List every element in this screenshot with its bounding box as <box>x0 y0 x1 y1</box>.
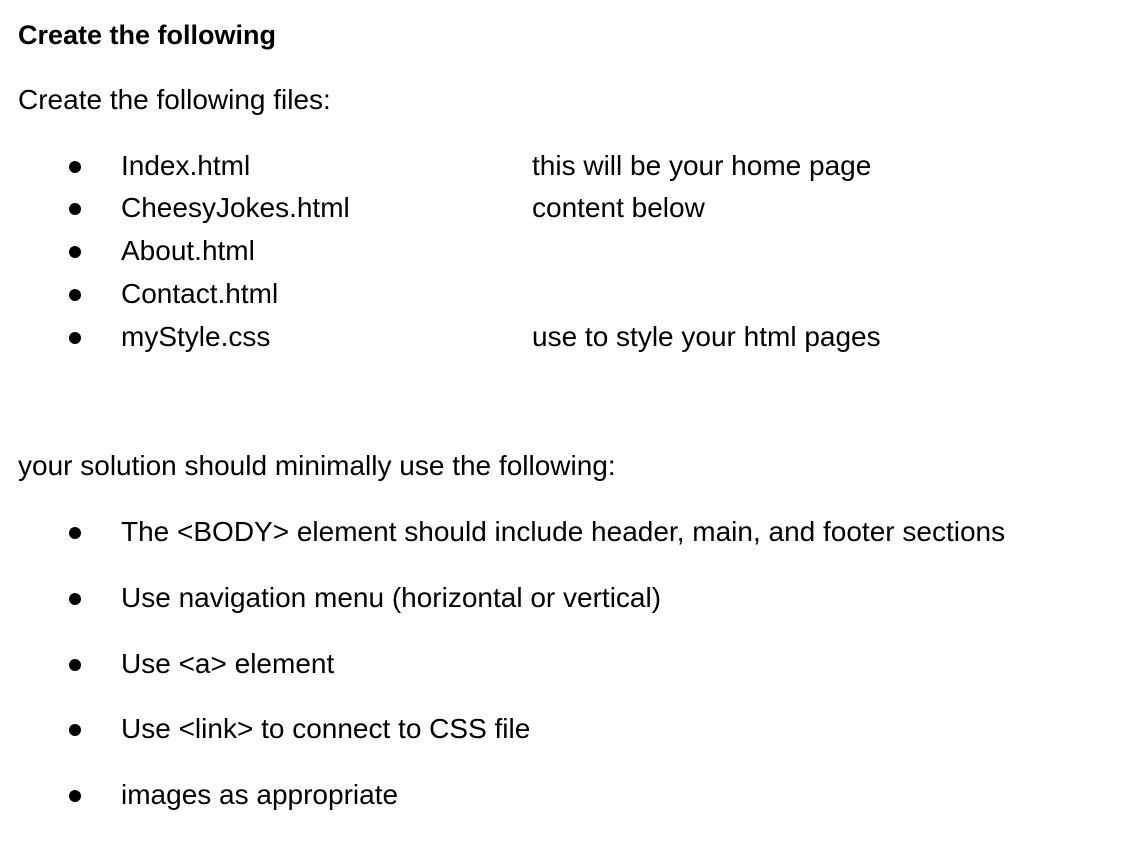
bullet-icon <box>69 203 81 215</box>
list-item <box>0 778 1137 812</box>
requirement-text: Use <link> to connect to CSS file <box>121 713 531 744</box>
file-name: Contact.html <box>121 278 279 309</box>
list-item <box>0 712 1137 746</box>
bullet-icon <box>69 289 81 301</box>
bullet-icon <box>69 724 81 736</box>
list-item <box>0 234 1137 268</box>
requirement-text: The <BODY> element should include header, main, and footer sections <box>121 516 1006 547</box>
section-heading: Create the following <box>18 20 277 50</box>
list-item <box>0 581 1137 615</box>
file-name: CheesyJokes.html <box>121 192 350 223</box>
file-description: content below <box>532 192 705 223</box>
bullet-icon <box>69 659 81 671</box>
list-item <box>0 647 1137 681</box>
bullet-icon <box>69 161 81 173</box>
list-item <box>0 320 1137 354</box>
list-item <box>0 515 1137 549</box>
file-name: myStyle.css <box>121 321 271 352</box>
bullet-icon <box>69 593 81 605</box>
bullet-icon <box>69 246 81 258</box>
file-name: About.html <box>121 235 255 266</box>
file-description: this will be your home page <box>532 150 872 181</box>
requirement-text: Use <a> element <box>121 648 335 679</box>
file-name: Index.html <box>121 150 251 181</box>
list-item <box>0 149 1137 183</box>
file-description: use to style your html pages <box>532 321 881 352</box>
requirements-intro: your solution should minimally use the following: <box>18 450 616 481</box>
bullet-icon <box>69 790 81 802</box>
requirement-text: Use navigation menu (horizontal or vertical) <box>121 582 662 613</box>
requirement-text: images as appropriate <box>121 779 399 810</box>
list-item <box>0 191 1137 225</box>
list-item <box>0 277 1137 311</box>
bullet-icon <box>69 527 81 539</box>
bullet-icon <box>69 332 81 344</box>
files-intro: Create the following files: <box>18 84 331 115</box>
